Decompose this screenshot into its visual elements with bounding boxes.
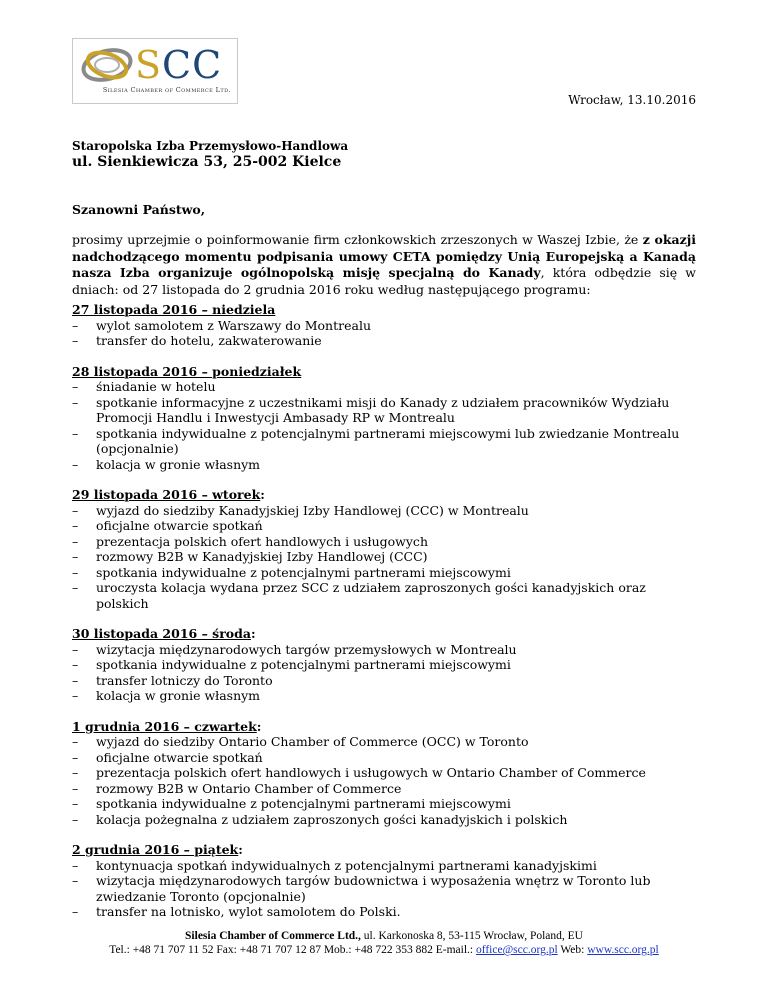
program-schedule — [72, 302, 696, 935]
footer-company: Silesia Chamber of Commerce Ltd., — [185, 930, 361, 942]
program-day-heading: 30 listopada 2016 – środa: — [72, 626, 256, 641]
program-item: – wizytacja międzynarodowych targów przemysłowych w Montrealu — [72, 641, 517, 657]
logo-tagline: Silesia Chamber of Commerce Ltd. — [102, 86, 231, 94]
program-item: – rozmowy B2B w Kanadyjskiej Izby Handlowej (CCC) — [72, 549, 428, 564]
program-item: – kolacja w gronie własnym — [72, 688, 261, 703]
intro-paragraph: prosimy uprzejmie o poinformowanie firm członkowskich zrzeszonych w Waszej Izbie, że z okazji nadchodzącego momentu podpisania umowy CETA pomiędzy Unią Europejską a Kanadą nasza Izba organizuje ogólnopolską misję specjalną do Kanady, która odbędzie się w dniach: od 27 listopada do 2 grudnia 2016 roku według następującego programu: — [72, 232, 696, 297]
program-item: – spotkania indywidualne z potencjalnymi partnerami miejscowymi — [72, 796, 511, 811]
footer-web-link[interactable]: www.scc.org.pl — [587, 944, 659, 956]
program-day — [72, 302, 696, 349]
program-item: – rozmowy B2B w Ontario Chamber of Commerce — [72, 780, 402, 796]
program-day-heading: 2 grudnia 2016 – piątek: — [72, 842, 243, 857]
greeting: Szanowni Państwo, — [72, 202, 206, 217]
footer-contacts: Tel.: +48 71 707 11 52 Fax: +48 71 707 12 87 Mob.: +48 722 353 882 E-mail.: — [109, 944, 476, 956]
program-item: – transfer do hotelu, zakwaterowanie — [72, 333, 322, 348]
logo-rings-icon — [79, 44, 135, 86]
program-item: – kolacja pożegnalna z udziałem zaproszonych gości kanadyjskich i polskich — [72, 811, 568, 827]
footer-address: ul. Karkonoska 8, 53-115 Wrocław, Poland, EU — [360, 930, 583, 942]
logo-wordmark: SCC — [135, 43, 223, 87]
program-day — [72, 842, 696, 920]
program-item: – śniadanie w hotelu — [72, 379, 216, 394]
program-item: – spotkanie informacyjne z uczestnikami misji do Kanady z udziałem pracowników Wydziału Promocji Handlu i Inwestycji Ambasady RP w Montrealu — [72, 394, 670, 425]
program-item: – prezentacja polskich ofert handlowych i usługowych w Ontario Chamber of Commerce — [72, 765, 646, 780]
program-item: – uroczysta kolacja wydana przez SCC z udziałem zaproszonych gości kanadyjskich oraz polskich — [72, 580, 646, 611]
letter-date: Wrocław, 13.10.2016 — [568, 93, 696, 107]
program-day — [72, 364, 696, 473]
program-item: – spotkania indywidualne z potencjalnymi partnerami miejscowymi lub zwiedzanie Montrealu (opcjonalnie) — [72, 425, 680, 456]
program-day — [72, 487, 696, 611]
program-item: – prezentacja polskich ofert handlowych i usługowych — [72, 533, 428, 549]
program-item: – kolacja w gronie własnym — [72, 456, 261, 472]
program-day-heading: 29 listopada 2016 – wtorek: — [72, 487, 265, 502]
footer-email-link[interactable]: office@scc.org.pl — [475, 944, 558, 956]
program-item: – kontynuacja spotkań indywidualnych z potencjalnymi partnerami kanadyjskimi — [72, 857, 597, 873]
recipient-name: Staropolska Izba Przemysłowo-Handlowa — [72, 139, 349, 153]
letter-footer: Silesia Chamber of Commerce Ltd., ul. Karkonoska 8, 53-115 Wrocław, Poland, EU Tel.: +48 71 707 11 52 Fax: +48 71 707 12 87 Mob.: +48 722 353 882 E-mail.: office@scc.org.pl Web: www.scc.org.pl — [109, 930, 659, 956]
program-item: – spotkania indywidualne z potencjalnymi partnerami miejscowymi — [72, 657, 511, 672]
program-item: – wyjazd do siedziby Ontario Chamber of Commerce (OCC) w Toronto — [72, 734, 529, 749]
program-item: – spotkania indywidualne z potencjalnymi partnerami miejscowymi — [72, 564, 511, 580]
program-item: – wyjazd do siedziby Kanadyjskiej Izby Handlowej (CCC) w Montrealu — [72, 502, 529, 518]
program-item: – transfer na lotnisko, wylot samolotem do Polski. — [72, 904, 401, 919]
program-item: – oficjalne otwarcie spotkań — [72, 518, 263, 533]
recipient-address: ul. Sienkiewicza 53, 25-002 Kielce — [72, 154, 342, 170]
program-item: – wylot samolotem z Warszawy do Montrealu — [72, 317, 372, 333]
company-logo — [72, 38, 238, 104]
program-day-heading: 27 listopada 2016 – niedziela — [72, 302, 276, 317]
program-item: – oficjalne otwarcie spotkań — [72, 749, 263, 765]
program-item: – transfer lotniczy do Toronto — [72, 672, 273, 688]
program-day — [72, 626, 696, 704]
program-item: – wizytacja międzynarodowych targów budownictwa i wyposażenia wnętrz w Toronto lub zwiedzanie Toronto (opcjonalnie) — [72, 873, 651, 904]
program-day-heading: 1 grudnia 2016 – czwartek: — [72, 718, 262, 734]
program-day — [72, 719, 696, 828]
program-day-heading: 28 listopada 2016 – poniedziałek — [72, 363, 302, 379]
